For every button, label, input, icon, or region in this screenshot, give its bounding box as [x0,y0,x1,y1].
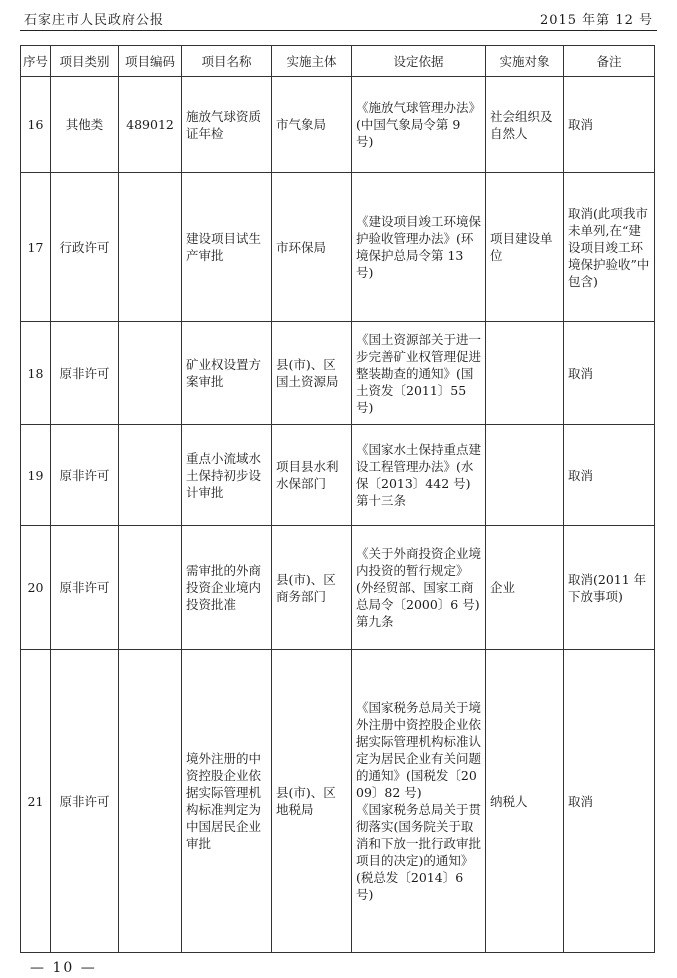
cell-target: 项目建设单位 [486,173,564,322]
cell-category: 原非许可 [51,322,119,425]
cell-basis [352,322,486,425]
cell-code [119,526,182,650]
cell-no: 21 [21,650,51,953]
cell-authority: 市气象局 [272,77,352,173]
cell-category: 行政许可 [51,173,119,322]
basis-item: 《建设项目竣工环境保护验收管理办法》(环境保护总局令第 13 号) [356,214,482,280]
col-header-no: 序号 [21,46,51,77]
cell-no: 18 [21,322,51,425]
table-row [21,173,655,322]
basis-item: 《国家税务总局关于境外注册中资控股企业依据实际管理机构标准认定为居民企业有关问题的通知》(国税发〔2009〕82 号) [356,700,482,800]
cell-target: 社会组织及自然人 [486,77,564,173]
cell-authority: 县(市)、区国土资源局 [272,322,352,425]
table-row [21,650,655,953]
cell-target: 企业 [486,526,564,650]
col-header-code: 项目编码 [119,46,182,77]
col-header-category: 项目类别 [51,46,119,77]
cell-name: 矿业权设置方案审批 [182,322,272,425]
cell-target [486,425,564,526]
cell-no: 16 [21,77,51,173]
basis-item: 《施放气球管理办法》(中国气象局令第 9 号) [356,100,482,149]
table-row [21,322,655,425]
header-rule [20,30,657,31]
basis-item: 《国家税务总局关于贯彻落实(国务院关于取消和下放一批行政审批项目的决定)的通知》(税总发〔2014〕6 号) [356,802,482,902]
cell-target [486,322,564,425]
publication-title: 石家庄市人民政府公报 [24,13,165,28]
items-table [20,45,655,953]
cell-name: 重点小流域水土保持初步设计审批 [182,425,272,526]
cell-basis [352,650,486,953]
cell-category: 原非许可 [51,650,119,953]
cell-basis [352,425,486,526]
cell-category: 其他类 [51,77,119,173]
page-number: — 10 — [30,960,97,976]
cell-remark: 取消(此项我市未单列,在“建设项目竣工环境保护验收”中包含) [564,173,655,322]
cell-category: 原非许可 [51,526,119,650]
col-header-remark: 备注 [564,46,655,77]
cell-no: 19 [21,425,51,526]
cell-category: 原非许可 [51,425,119,526]
cell-remark: 取消 [564,322,655,425]
cell-remark: 取消 [564,425,655,526]
table-header-row [21,46,655,77]
cell-authority: 市环保局 [272,173,352,322]
cell-target: 纳税人 [486,650,564,953]
col-header-name: 项目名称 [182,46,272,77]
cell-basis [352,526,486,650]
cell-no: 20 [21,526,51,650]
cell-name: 建设项目试生产审批 [182,173,272,322]
cell-code [119,322,182,425]
cell-code [119,425,182,526]
cell-code [119,173,182,322]
cell-remark: 取消(2011 年下放事项) [564,526,655,650]
col-header-target: 实施对象 [486,46,564,77]
cell-name: 境外注册的中资控股企业依据实际管理机构标准判定为中国居民企业审批 [182,650,272,953]
cell-name: 施放气球资质证年检 [182,77,272,173]
cell-name: 需审批的外商投资企业境内投资批准 [182,526,272,650]
basis-item: 《关于外商投资企业境内投资的暂行规定》(外经贸部、国家工商总局令〔2000〕6 号)第九条 [356,546,482,629]
basis-item: 《国家水土保持重点建设工程管理办法》(水保〔2013〕442 号)第十三条 [356,442,482,508]
cell-no: 17 [21,173,51,322]
table-row [21,526,655,650]
basis-item: 《国土资源部关于进一步完善矿业权管理促进整装勘查的通知》(国土资发〔2011〕55 号) [356,331,482,415]
cell-basis [352,77,486,173]
cell-authority: 县(市)、区地税局 [272,650,352,953]
table-row [21,425,655,526]
cell-basis [352,173,486,322]
cell-code [119,650,182,953]
col-header-basis: 设定依据 [352,46,486,77]
cell-remark: 取消 [564,77,655,173]
issue-number: 2015 年第 12 号 [539,13,653,28]
cell-authority: 项目县水利水保部门 [272,425,352,526]
cell-code: 489012 [119,77,182,173]
col-header-authority: 实施主体 [272,46,352,77]
cell-remark: 取消 [564,650,655,953]
cell-authority: 县(市)、区商务部门 [272,526,352,650]
table-row [21,77,655,173]
